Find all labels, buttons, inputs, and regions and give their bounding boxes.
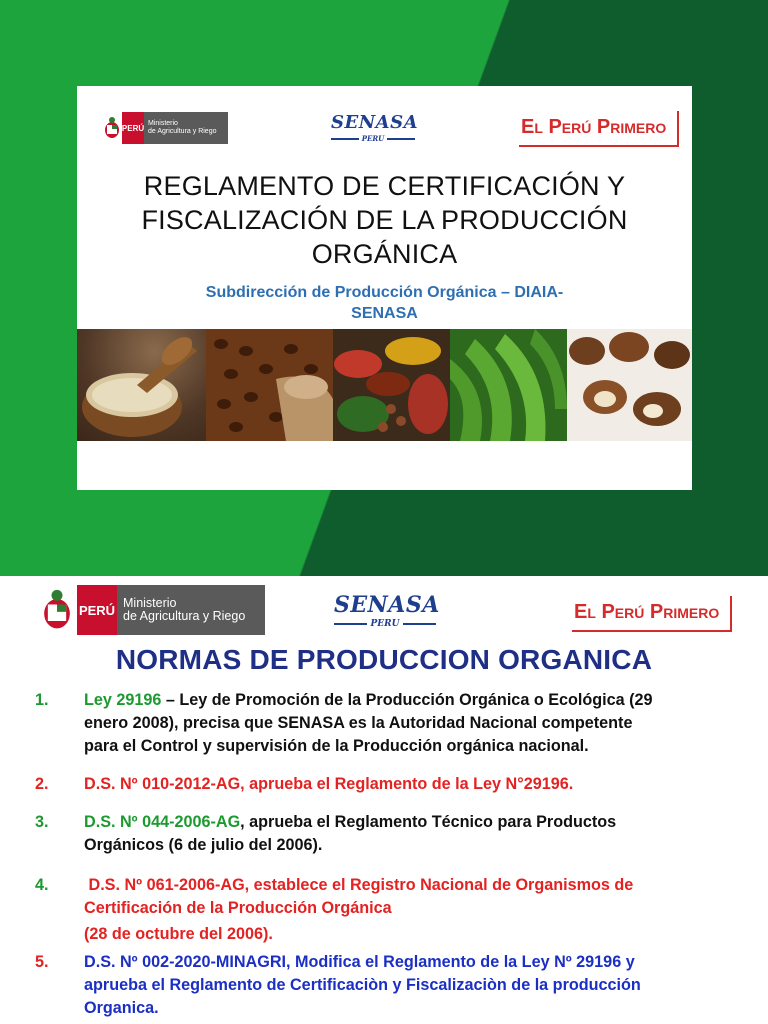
peru-shield-icon-2: [37, 585, 77, 635]
peru-shield-icon: [102, 112, 122, 144]
title-card: [77, 86, 692, 490]
el-peru-primero-logo-2: [572, 596, 732, 632]
norm-4-line3: (28 de octubre del 2006).: [84, 925, 273, 943]
bananas-photo: [450, 329, 567, 441]
ministerio-line2: de Agricultura y Riego: [148, 128, 217, 135]
senasa-logo: [331, 112, 419, 143]
peru-label-2: PERÚ: [77, 585, 117, 635]
senasa-sub: PERU: [361, 134, 385, 143]
norm-1-line1: – Ley de Promoción de la Producción Orgánica o Ecológica (29: [161, 691, 653, 709]
slide-1-subtitle: [77, 282, 692, 324]
brazil-nuts-photo: [567, 329, 692, 441]
norm-number-4: 4.: [35, 876, 49, 894]
product-photo-strip: [77, 329, 692, 441]
ministerio-label-2: [117, 585, 265, 635]
norm-number-2: 2.: [35, 775, 49, 793]
el-peru-primero-text: El Perú Primero: [521, 116, 667, 138]
norm-3-lead: D.S. Nº 044-2006-AG: [84, 813, 241, 831]
norm-4-line1: D.S. Nº 061-2006-AG, establece el Registro Nacional de Organismos de: [84, 876, 634, 894]
quinoa-photo: [77, 329, 206, 441]
slide-2-title: NORMAS DE PRODUCCION ORGANICA: [115, 644, 653, 675]
norm-3-line2: Orgánicos (6 de julio del 2006).: [84, 836, 323, 854]
norm-1-lead: Ley 29196: [84, 691, 162, 709]
el-peru-primero-text-2: El Perú Primero: [574, 601, 720, 623]
ministerio-line1-2: Ministerio: [123, 595, 177, 610]
el-peru-primero-logo: [519, 111, 679, 147]
ministerio-logo: [102, 112, 228, 144]
senasa-wordmark: SENASA: [331, 112, 419, 133]
senasa-logo-2: [334, 592, 440, 629]
norm-number-5: 5.: [35, 953, 49, 971]
title-line-1: REGLAMENTO DE CERTIFICACIÓN Y: [143, 171, 626, 201]
norm-item-3: [35, 811, 744, 857]
norm-5-line3: Organica.: [84, 999, 159, 1017]
norm-1-line2: enero 2008), precisa que SENASA es la Autoridad Nacional competente: [84, 714, 633, 732]
norm-item-5: [35, 951, 744, 1020]
norm-4-line2: Certificación de la Producción Orgánica: [84, 899, 392, 917]
norm-item-1: [35, 689, 744, 758]
slide-1-title: [77, 169, 692, 271]
norm-number-1: 1.: [35, 691, 49, 709]
title-line-2: FISCALIZACIÓN DE LA PRODUCCIÓN: [141, 205, 628, 235]
norm-number-3: 3.: [35, 813, 49, 831]
norm-3-line1: , aprueba el Reglamento Técnico para Productos: [240, 813, 617, 831]
cacao-photo: [333, 329, 450, 441]
senasa-sub-2: PERU: [370, 619, 400, 629]
norm-item-2: [35, 773, 744, 796]
ministerio-line2-2: de Agricultura y Riego: [123, 609, 246, 623]
title-line-3: ORGÁNICA: [311, 239, 458, 269]
ministerio-logo-2: [37, 585, 265, 635]
senasa-wordmark-2: SENASA: [334, 592, 440, 618]
ministerio-label: [144, 112, 228, 144]
norm-5-line2: aprueba el Reglamento de Certificaciòn y Fiscalizaciòn de la producción: [84, 976, 641, 994]
norm-5-line1: D.S. Nº 002-2020-MINAGRI, Modifica el Reglamento de la Ley Nº 29196 y: [84, 953, 635, 971]
norm-1-line3: para el Control y supervisión de la Producción orgánica nacional.: [84, 737, 589, 755]
slide-2: [0, 576, 768, 1024]
peru-label: PERÚ: [122, 112, 144, 144]
norm-2-line1: D.S. Nº 010-2012-AG, aprueba el Reglamento de la Ley N°29196.: [84, 775, 574, 793]
subtitle-line-1: Subdirección de Producción Orgánica – DIAIA-: [205, 284, 564, 301]
norm-item-4: [35, 874, 744, 946]
subtitle-line-2: SENASA: [351, 305, 418, 322]
ministerio-line1: Ministerio: [148, 120, 178, 128]
coffee-beans-photo: [206, 329, 333, 441]
